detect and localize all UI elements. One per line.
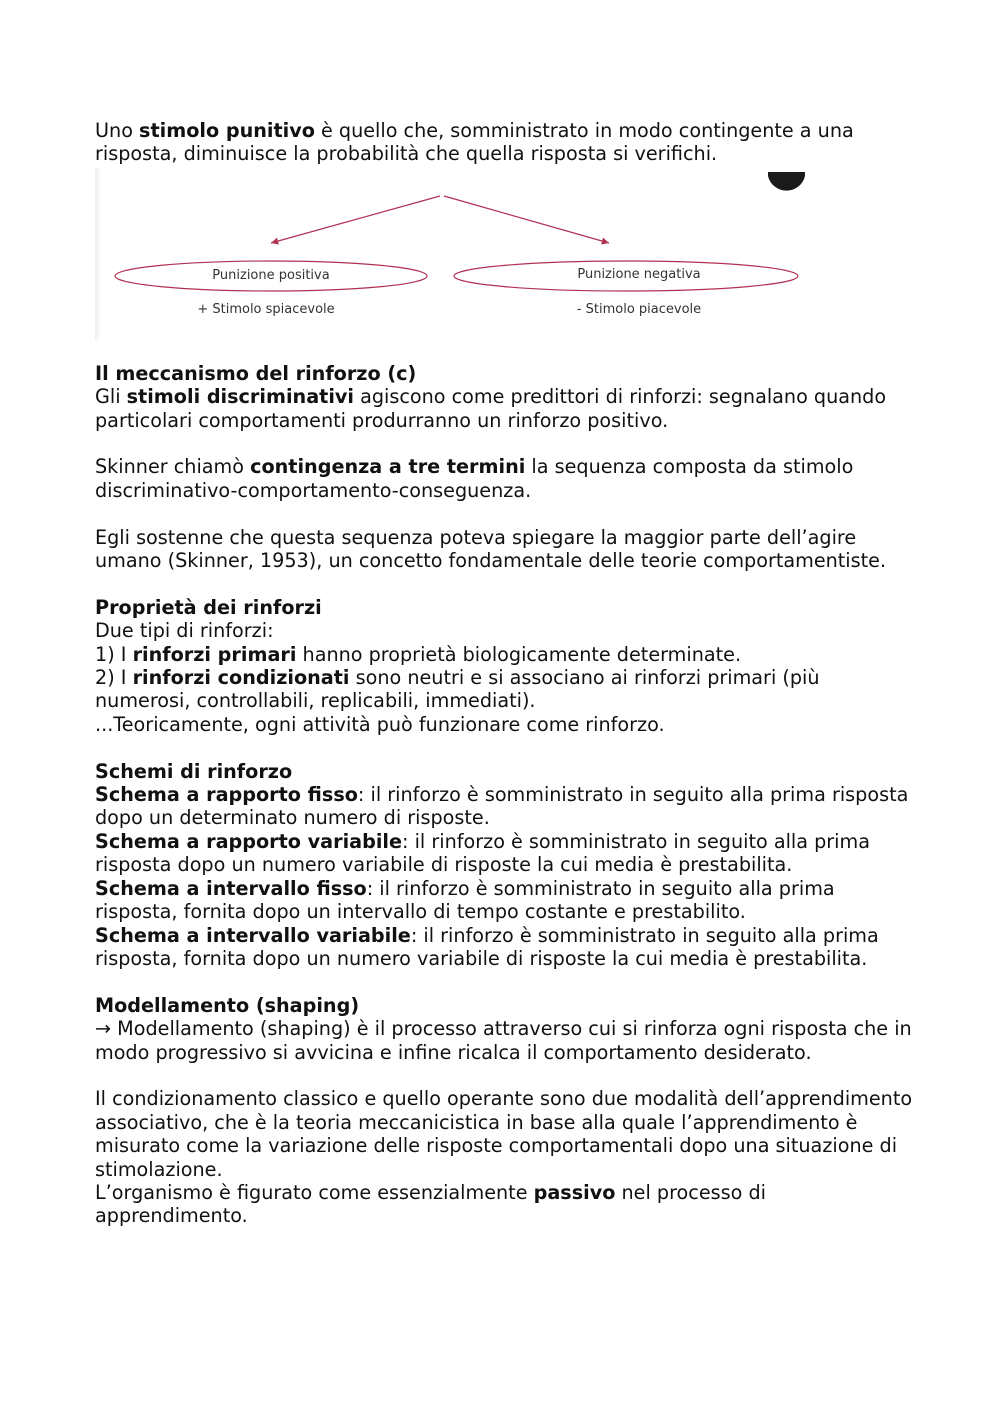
document-page — [95, 119, 915, 1228]
rinforzo-paragraph-2: Skinner chiamò contingenza a tre termini la sequenza composta da stimolo discriminativo-comportamento-conseguenza. — [95, 455, 854, 502]
section-heading-rinforzo: Il meccanismo del rinforzo (c) — [95, 361, 417, 385]
conclusione-paragraph-2: L’organismo è figurato come essenzialmente passivo nel processo di apprendimento. — [95, 1180, 766, 1228]
section-heading-schemi: Schemi di rinforzo — [95, 759, 293, 783]
intro-text: Uno — [95, 119, 140, 142]
positive-punishment-sub: + Stimolo spiacevole — [197, 301, 335, 317]
rinforzo-paragraph-1: Gli stimoli discriminativi agiscono come predittori di rinforzi: segnalano quando particolari comportamenti produrranno un rinforzo positivo. — [95, 385, 887, 432]
punishment-diagram — [95, 168, 815, 340]
section-heading-proprieta: Proprietà dei rinforzi — [95, 595, 322, 619]
arrow-icon: → — [95, 1017, 112, 1041]
proprieta-intro: Due tipi di rinforzi: — [95, 619, 274, 643]
schema-intervallo-fisso: Schema a intervallo fisso: il rinforzo è somministrato in seguito alla prima risposta, fornita dopo un intervallo di tempo costante e prestabilito. — [95, 876, 835, 924]
rinforzo-paragraph-3: Egli sostenne che questa sequenza poteva spiegare la maggior parte dell’agire umano (Skinner, 1953), un concetto fondamentale delle teorie comportamentiste. — [95, 525, 887, 573]
intro-text-rest: è quello che, somministrato in modo contingente a una risposta, diminuisce la probabilità che quella risposta si verifichi. — [95, 119, 854, 166]
arrow-right-line — [444, 196, 609, 243]
proprieta-note: ...Teoricamente, ogni attività può funzionare come rinforzo. — [95, 712, 665, 736]
positive-punishment-label: Punizione positiva — [212, 267, 330, 283]
corner-dot-shape — [768, 172, 805, 191]
shaping-paragraph: → Modellamento (shaping) è il processo attraverso cui si rinforza ogni risposta che in modo progressivo si avvicina e infine ricalca il comportamento desiderato. — [95, 1017, 912, 1064]
schema-intervallo-variabile: Schema a intervallo variabile: il rinforzo è somministrato in seguito alla prima risposta, fornita dopo un numero variabile di risposte la cui media è prestabilita. — [95, 923, 879, 970]
proprieta-item-1: 1) I rinforzi primari hanno proprietà biologicamente determinate. — [95, 642, 742, 666]
schema-rapporto-variabile: Schema a rapporto variabile: il rinforzo è somministrato in seguito alla prima risposta dopo un numero variabile di risposte la cui media è prestabilita. — [95, 829, 870, 877]
negative-punishment-label: Punizione negativa — [577, 266, 701, 282]
conclusione-paragraph-1: Il condizionamento classico e quello operante sono due modalità dell’apprendimento associativo, che è la teoria meccanicistica in base alla quale l’apprendimento è misurato come la variazione delle risposte comportamentali dopo una situazione di stimolazione. — [95, 1087, 913, 1181]
section-heading-shaping: Modellamento (shaping) — [95, 993, 360, 1017]
negative-punishment-sub: - Stimolo piacevole — [576, 301, 702, 317]
intro-bold-term: stimolo punitivo — [139, 119, 315, 142]
schema-rapporto-fisso: Schema a rapporto fisso: il rinforzo è somministrato in seguito alla prima risposta dopo un determinato numero di risposte. — [95, 783, 909, 830]
arrow-left-line — [271, 196, 440, 243]
proprieta-item-2: 2) I rinforzi condizionati sono neutri e si associano ai rinforzi primari (più numerosi, controllabili, replicabili, immediati). — [95, 666, 820, 713]
intro-paragraph — [95, 119, 915, 166]
